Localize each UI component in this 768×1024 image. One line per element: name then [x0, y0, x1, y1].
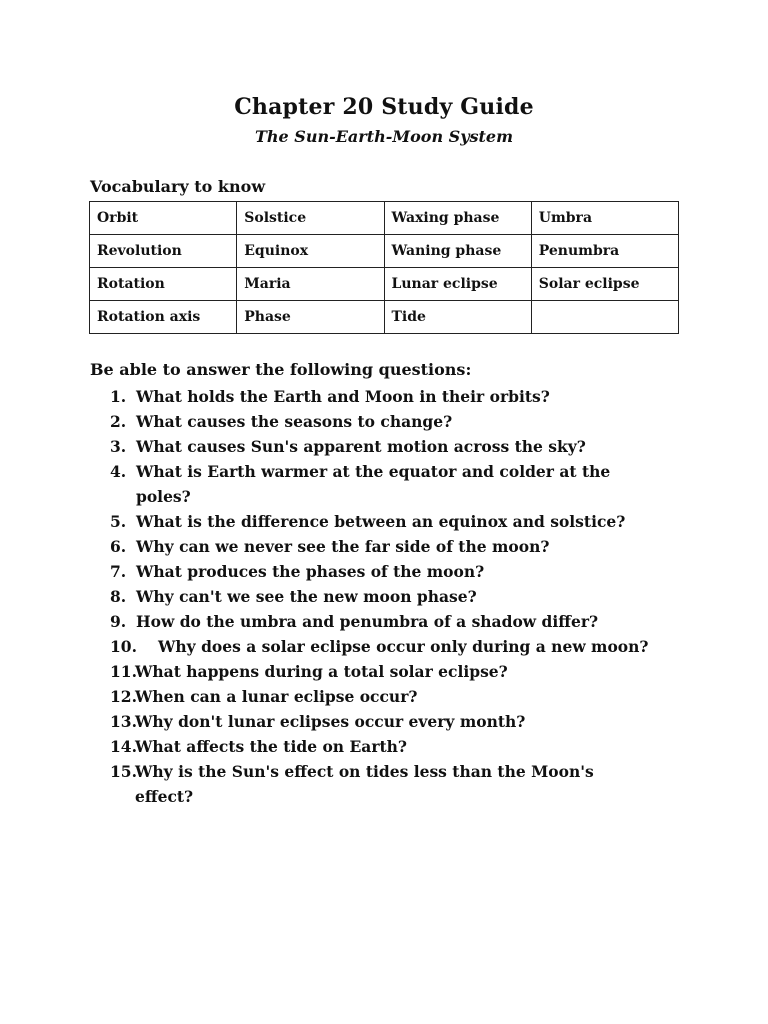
questions-heading: Be able to answer the following questions: [90, 360, 472, 379]
question-text: What is the difference between an equinox and solstice? [136, 512, 626, 531]
vocabulary-cell: Maria [237, 268, 384, 301]
list-item [110, 684, 690, 709]
question-text: Why can we never see the far side of the moon? [136, 537, 550, 556]
question-number: 2. [110, 412, 127, 431]
question-text: Why don't lunar eclipses occur every month? [135, 712, 526, 731]
question-text: When can a lunar eclipse occur? [135, 687, 418, 706]
list-item [110, 434, 690, 459]
list-item [110, 709, 690, 734]
page-title: Chapter 20 Study Guide [234, 94, 534, 120]
list-item [110, 609, 690, 634]
question-text: Why does a solar eclipse occur only during a new moon? [158, 637, 649, 656]
question-text-continued: poles? [136, 487, 191, 506]
list-item [110, 659, 690, 684]
question-text: What is Earth warmer at the equator and colder at the [136, 462, 611, 481]
list-item [110, 409, 690, 434]
question-number: 6. [110, 537, 127, 556]
question-number: 9. [110, 612, 127, 631]
questions-list [110, 384, 690, 809]
vocabulary-cell: Umbra [531, 202, 678, 235]
question-text-continued: effect? [135, 787, 194, 806]
table-row [90, 301, 679, 334]
question-number: 13. [110, 712, 137, 731]
list-item [110, 584, 690, 609]
question-number: 8. [110, 587, 127, 606]
page-subtitle: The Sun-Earth-Moon System [254, 127, 514, 146]
vocabulary-heading: Vocabulary to know [90, 177, 266, 196]
question-number: 10. [110, 637, 137, 656]
question-number: 11. [110, 662, 137, 681]
question-text: Why can't we see the new moon phase? [136, 587, 477, 606]
vocabulary-cell: Phase [237, 301, 384, 334]
question-text: What affects the tide on Earth? [135, 737, 407, 756]
vocabulary-cell: Revolution [90, 235, 237, 268]
list-item [110, 534, 690, 559]
question-number: 7. [110, 562, 127, 581]
vocabulary-cell: Rotation axis [90, 301, 237, 334]
question-text: What produces the phases of the moon? [136, 562, 485, 581]
question-text: What causes Sun's apparent motion across the sky? [136, 437, 586, 456]
list-item [110, 459, 690, 509]
table-row [90, 235, 679, 268]
vocabulary-cell: Equinox [237, 235, 384, 268]
list-item [110, 384, 690, 409]
question-number: 5. [110, 512, 127, 531]
vocabulary-cell: Penumbra [531, 235, 678, 268]
question-text: What causes the seasons to change? [136, 412, 453, 431]
vocabulary-table [89, 201, 679, 334]
question-text: What happens during a total solar eclipse? [135, 662, 508, 681]
vocabulary-cell: Lunar eclipse [384, 268, 531, 301]
question-number: 3. [110, 437, 127, 456]
table-row [90, 202, 679, 235]
vocabulary-cell: Tide [384, 301, 531, 334]
vocabulary-cell-empty [531, 301, 678, 334]
vocabulary-cell: Solar eclipse [531, 268, 678, 301]
question-text: Why is the Sun's effect on tides less than the Moon's [135, 762, 594, 781]
vocabulary-cell: Waning phase [384, 235, 531, 268]
table-row [90, 268, 679, 301]
question-number: 1. [110, 387, 127, 406]
question-number: 4. [110, 462, 127, 481]
question-number: 12. [110, 687, 137, 706]
list-item [110, 559, 690, 584]
vocabulary-cell: Solstice [237, 202, 384, 235]
list-item [110, 509, 690, 534]
list-item [110, 634, 690, 659]
question-text: What holds the Earth and Moon in their orbits? [136, 387, 550, 406]
list-item [110, 734, 690, 759]
vocabulary-cell: Rotation [90, 268, 237, 301]
question-number: 14. [110, 737, 137, 756]
vocabulary-cell: Waxing phase [384, 202, 531, 235]
list-item [110, 759, 690, 809]
question-text: How do the umbra and penumbra of a shadow differ? [136, 612, 599, 631]
question-number: 15. [110, 762, 137, 781]
vocabulary-cell: Orbit [90, 202, 237, 235]
